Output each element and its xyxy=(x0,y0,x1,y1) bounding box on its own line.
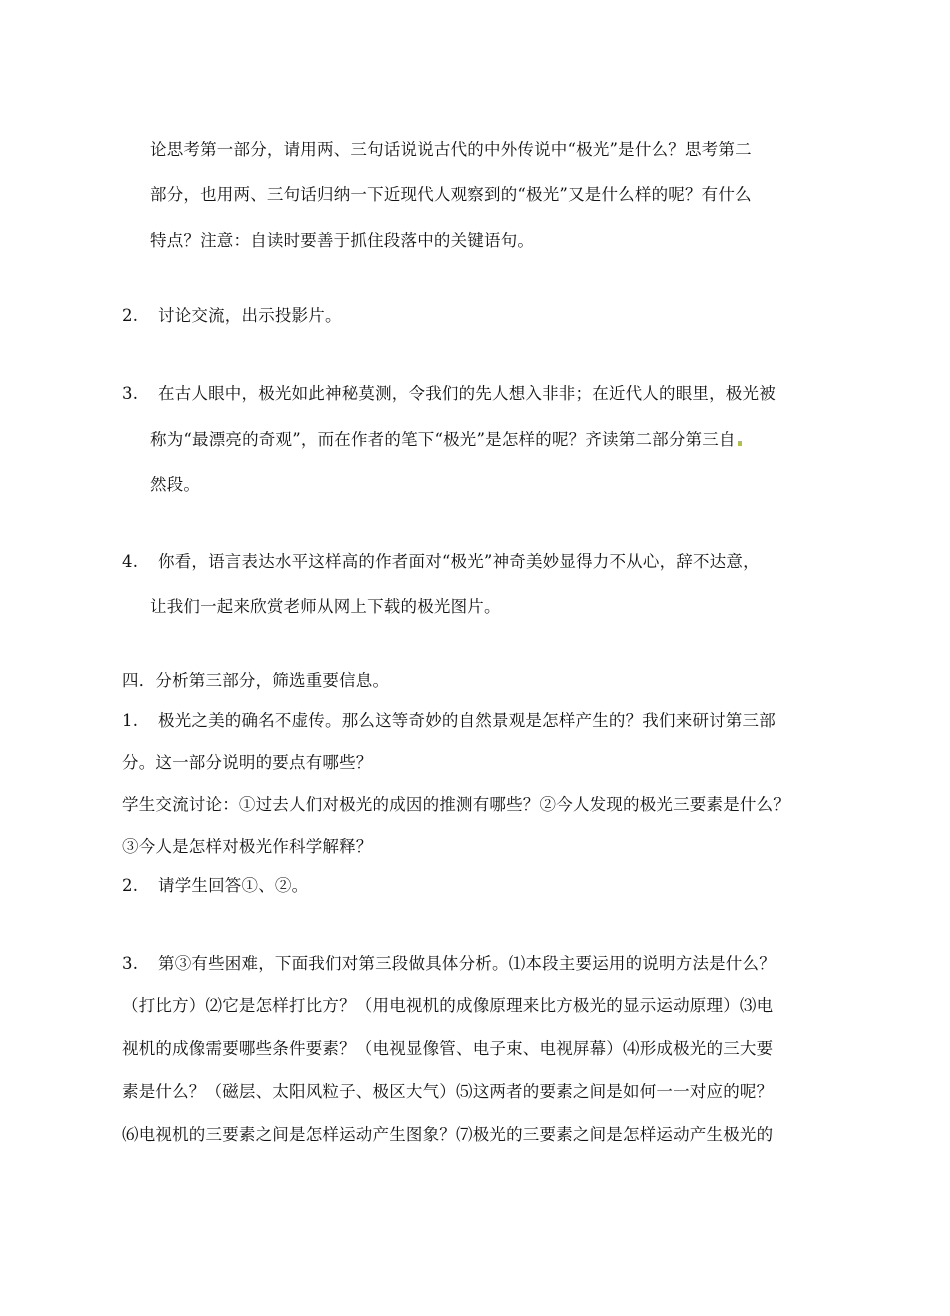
list-number: 1. xyxy=(122,711,139,730)
paragraph-line: 论思考第一部分，请用两、三句话说说古代的中外传说中“极光”是什么？思考第二 xyxy=(150,140,752,159)
paragraph-line: ③今人是怎样对极光作科学解释？ xyxy=(122,837,373,856)
list-number: 4. xyxy=(122,552,139,571)
paragraph-line: 素是什么？（磁层、太阳风粒子、极区大气）⑸这两者的要素之间是如何一一对应的呢？ xyxy=(122,1082,774,1101)
paragraph-line: 部分，也用两、三句话归纳一下近现代人观察到的“极光”又是什么样的呢？有什么 xyxy=(150,185,752,204)
list-number: 3. xyxy=(122,954,139,973)
highlight-mark xyxy=(738,441,742,446)
list-item-text: 请学生回答①、②。 xyxy=(158,876,309,895)
paragraph-line: 然段。 xyxy=(150,475,201,494)
list-item xyxy=(122,953,776,975)
list-item-text: 讨论交流，出示投影片。 xyxy=(158,306,342,325)
paragraph-line: 特点？注意：自读时要善于抓住段落中的关键语句。 xyxy=(150,231,535,250)
paragraph-line: 学生交流讨论：①过去人们对极光的成因的推测有哪些？②今人发现的极光三要素是什么？ xyxy=(122,795,790,814)
paragraph-line: （打比方）⑵它是怎样打比方？（用电视机的成像原理来比方极光的显示运动原理）⑶电 xyxy=(122,996,774,1015)
list-number: 3. xyxy=(122,384,139,403)
list-item-text: 极光之美的确名不虚传。那么这等奇妙的自然景观是怎样产生的？我们来研讨第三部 xyxy=(158,711,776,730)
list-item xyxy=(122,875,308,897)
list-item xyxy=(122,710,776,732)
paragraph-line: 分。这一部分说明的要点有哪些？ xyxy=(122,753,373,772)
list-item-text: 第③有些困难，下面我们对第三段做具体分析。⑴本段主要运用的说明方法是什么？ xyxy=(158,954,776,973)
list-number: 2. xyxy=(122,306,139,325)
list-item xyxy=(122,551,760,573)
list-item-text: 在古人眼中，极光如此神秘莫测，令我们的先人想入非非；在近代人的眼里，极光被 xyxy=(158,384,776,403)
list-number: 2. xyxy=(122,876,139,895)
list-item xyxy=(122,383,776,405)
paragraph-line: 视机的成像需要哪些条件要素？（电视显像管、电子束、电视屏幕）⑷形成极光的三大要 xyxy=(122,1039,774,1058)
list-item-text: 你看，语言表达水平这样高的作者面对“极光”神奇美妙显得力不从心，辞不达意， xyxy=(158,552,760,571)
paragraph-line: 让我们一起来欣赏老师从网上下载的极光图片。 xyxy=(150,597,501,616)
paragraph-line xyxy=(150,429,742,451)
list-item xyxy=(122,305,342,327)
paragraph-line-text: 称为“最漂亮的奇观”，而在作者的笔下“极光”是怎样的呢？齐读第二部分第三自 xyxy=(150,430,736,449)
paragraph-line: ⑹电视机的三要素之间是怎样运动产生图象？⑺极光的三要素之间是怎样运动产生极光的 xyxy=(122,1125,774,1144)
section-heading: 四．分析第三部分，筛选重要信息。 xyxy=(122,671,390,690)
